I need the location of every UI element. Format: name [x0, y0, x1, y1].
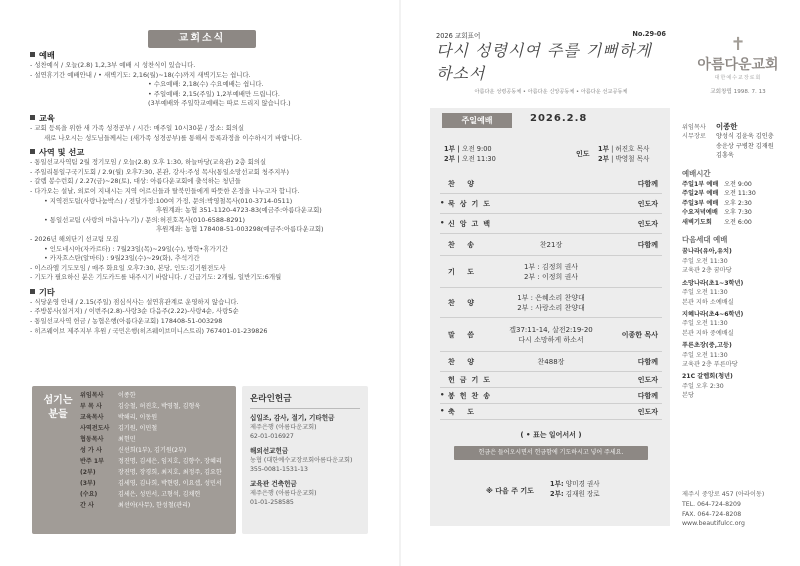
news-line: - 설연휴기간 예배안내 / • 새벽기도: 2,16(월)~18(수)까지 새벽기도는 쉽니다. [30, 70, 251, 79]
standing-dot-icon: • [440, 219, 445, 227]
order-row [440, 174, 662, 194]
staff-names: 신선희(1부), 김기원(2부) [118, 447, 187, 454]
account-title: 십일조, 감사, 절기, 기타헌금 [250, 414, 335, 422]
order-detail-line: 찬21장 [539, 241, 563, 249]
dept-place: 교육관 2층 꿈마당 [682, 267, 732, 275]
staff-names: 박해리, 이동원 [118, 414, 158, 421]
news-line: - 통일선교사역팀 2월 정기모임 / 오늘(2.8) 오후 1:30, 하늘마당(교육관) 2층 회의실 [30, 158, 267, 167]
order-title: 찬 양 [448, 299, 479, 307]
schedule-row [682, 208, 796, 217]
dept-item [682, 341, 796, 369]
standing-note: ( • 표는 일어서서 ) [520, 431, 582, 439]
staff-row [80, 445, 234, 456]
worship-order-box [430, 108, 670, 526]
dept-name: 지혜나라(초4~6학년) [682, 310, 744, 318]
worship-tab: 주일예배 [442, 113, 512, 128]
order-row [440, 318, 662, 352]
standing-dot-icon: • [440, 407, 445, 415]
staff-role: 교육목사 [80, 414, 104, 421]
standing-dot-icon: • [440, 199, 445, 207]
dept-item [682, 372, 796, 400]
news-line: - 2026년 해외단기 선교팀 모집 [30, 234, 119, 243]
church-logo [686, 34, 790, 95]
news-line: - 교회 등록을 위한 새 가족 성경공부 / 시간: 매주일 10시30분 / 장소: 회의실 [30, 123, 245, 132]
schedule-name: 주일1부 예배 [682, 181, 719, 189]
staff-names: 김기원, 이민철 [118, 425, 158, 432]
square-bullet-icon [30, 52, 35, 57]
next-week-prayer-list: 1부: 양미경 권사 2부: 김재원 장로 [550, 480, 600, 498]
news-line: - 히즈웨이브 제주지부 후원 / 국민은행(히즈웨이브미니스트리) 767401-01-239826 [30, 326, 268, 335]
dept-time: 주일 오전 11:30 [682, 289, 728, 297]
order-detail-line: 2부 : 사랑소리 찬양대 [517, 304, 585, 312]
dept-place: 본관 지하 중예배실 [682, 329, 734, 337]
account-number: 01-01-258585 [250, 499, 294, 506]
staff-names: 최헌민 [118, 436, 136, 443]
schedule-name: 주일3부 예배 [682, 199, 719, 207]
account [250, 414, 360, 441]
order-row [440, 194, 662, 214]
schedule-time: 오후 2:30 [724, 199, 752, 207]
order-title: 헌금기도 [448, 376, 496, 384]
order-leader: 인도자 [637, 376, 658, 384]
order-title: 말 씀 [448, 331, 479, 339]
account-number: 355-0081-1531-13 [250, 466, 308, 473]
dept-list [682, 247, 796, 400]
staff-role: 부 목 사 [80, 403, 102, 410]
dept-item [682, 247, 796, 275]
square-bullet-icon [30, 289, 35, 294]
order-detail [440, 240, 662, 250]
dept-name: 푸른초장(중,고등) [682, 342, 732, 350]
dept-place: 본당 [682, 392, 694, 400]
account [250, 447, 360, 474]
order-detail [440, 293, 662, 313]
depts-title: 다음세대 예배 [682, 235, 728, 245]
order-detail-line: 1부 : 은혜소리 찬양대 [517, 294, 585, 302]
order-title: 찬 양 [448, 358, 479, 366]
contact-info [682, 490, 796, 529]
staff-role: 성 가 사 [80, 447, 102, 454]
section-heading: 예배 [30, 50, 382, 61]
news-line: 새로 나오시는 성도님들께서는 (새가족 성경공부)를 통해서 등록과정을 이수하시기 바랍니다. [44, 133, 302, 142]
news-line: 후원계좌: 농협 351-1120-4723-83(예금주:아름다운교회) [156, 206, 322, 215]
order-row [440, 352, 662, 372]
order-leader: 다함께 [637, 241, 658, 249]
right-page [400, 0, 800, 566]
church-goals: 아름다운 성령공동체 • 아름다운 신앙공동체 • 아름다운 선교공동체 [474, 89, 628, 95]
staff-row [80, 390, 234, 401]
news-line: • 인도네시아(자카르타) : 7월23일(목)~29일(수), 방학•휴가기간 [44, 244, 228, 253]
dept-item [682, 279, 796, 307]
order-detail-line: 겔37:11-14, 살전2:19-20 [509, 326, 593, 334]
staff-role: (수요) [80, 491, 98, 498]
order-detail [440, 357, 662, 367]
order-title: 찬 양 [448, 180, 479, 188]
news-line: - 주일리통일구국기도회 / 2.9(월) 오후7:30, 본관, 강사:주성 목사(통일소망선교회 청주지부) [30, 167, 289, 176]
news-line: - 성찬예식 / 오늘(2.8) 1,2,3부 예배 시 성찬식이 있습니다. [30, 61, 196, 69]
news-list [30, 46, 382, 336]
staff-row [80, 401, 234, 412]
schedule-name: 수요저녁예배 [682, 209, 718, 217]
issue-number: No.29-06 [632, 30, 666, 38]
standing-dot-icon: • [440, 391, 445, 399]
news-line: - 이스라엘 기도모임 / 매주 화요일 오후7:30, 본당, 인도:김기원전도사 [30, 263, 226, 272]
staff-role: 사역전도사 [80, 425, 110, 432]
order-detail [440, 262, 662, 282]
order-title: 기 도 [448, 268, 479, 276]
square-bullet-icon [30, 149, 35, 154]
order-row [440, 256, 662, 288]
order-title: 축 도 [448, 408, 479, 416]
staff-names: 최선아(사무), 한성철(관리) [118, 502, 191, 509]
staff-role: (3부) [80, 480, 96, 487]
news-title: 교회소식 [148, 30, 256, 48]
schedule-title: 예배시간 [682, 168, 711, 178]
news-line: - 식당운영 안내 / 2.15(주일) 점심식사는 설연휴관계로 운영하지 않습니다. [30, 297, 239, 306]
account-title: 해외선교헌금 [250, 447, 289, 455]
staff-title: 섬기는 분들 [43, 395, 73, 420]
news-line: • 지역전도팀(사랑나눔박스) / 전달가정:100여 가정, 문의:박영철목사(010-3714-0511) [44, 196, 293, 205]
order-title: 신앙고백 [448, 220, 496, 228]
dept-name: 소망나라(초1~3학년) [682, 279, 744, 287]
order-leader: 다함께 [637, 180, 658, 188]
staff-list [80, 390, 234, 511]
order-detail-line: 1부 : 김정희 권사 [523, 263, 579, 271]
account-bank: 제주은행 (아름다운교회) [250, 424, 317, 431]
staff-role: 협동목사 [80, 436, 104, 443]
schedule-row [682, 189, 796, 198]
church-name: 아름다운교회 [697, 57, 779, 73]
staff-role: 위임목사 [80, 392, 104, 399]
fax: FAX. 064-724-8208 [682, 510, 742, 518]
news-line: • 주일예배: 2,15(주일) 1,2부예배만 드립니다. [148, 89, 280, 98]
dept-item [682, 310, 796, 338]
staff-names: 장진명, 장경희, 최지호, 최정주, 김요한 [118, 469, 222, 476]
dept-time: 주일 오후 2:30 [682, 382, 724, 390]
dept-place: 본관 지하 소예배실 [682, 298, 734, 306]
order-row [440, 388, 662, 404]
staff-row [80, 412, 234, 423]
website-link[interactable]: www.beautifulcc.org [682, 520, 745, 528]
news-line: 후원계좌: 농협 178408-51-003298(예금주:아름다운교회) [156, 225, 324, 234]
order-row [440, 288, 662, 318]
schedule-time: 오전 11:30 [724, 190, 756, 198]
leader-list: 1부 | 허진호 목사 2부 | 박영철 목사 [598, 145, 650, 163]
order-leader: 인도자 [637, 408, 658, 416]
news-line: - 다가오는 설날, 외로이 지내시는 지역 어르신들과 탈북민들에게 따뜻한 온정을 나누고자 합니다. [30, 186, 300, 195]
staff-row [80, 500, 234, 511]
staff-row [80, 489, 234, 500]
section-heading: 사역 및 선교 [30, 147, 382, 158]
staff-names: 김승철, 허진호, 박영철, 김형욱 [118, 403, 201, 410]
leader-label: 인도 [576, 150, 590, 158]
order-title: 찬 송 [448, 241, 479, 249]
church-slogan: 다시 성령시여 주를 기뻐하게 하소서 [436, 41, 652, 83]
order-leader: 인도자 [637, 200, 658, 208]
order-leader: 다함께 [637, 392, 658, 400]
order-detail-line: 찬488장 [537, 358, 565, 366]
service-times: 1부 | 오전 9:00 2부 | 오전 11:30 [444, 145, 496, 163]
order-leader: 다함께 [637, 358, 658, 366]
order-detail-line: 2부 : 이정희 권사 [523, 273, 579, 281]
schedule-list [682, 180, 796, 227]
offering-notice: 헌금은 들어오시면서 헌금함에 기도하시고 넣어 주세요. [454, 446, 648, 460]
news-line: • 카자흐스탄(알마티) : 9월23일(수)~29(화), 추석기간 [44, 254, 200, 263]
order-title: 묵상기도 [448, 200, 496, 208]
worship-date: 2026.2.8 [530, 113, 588, 124]
worship-order [440, 174, 662, 440]
address: 제주시 중앙로 457 (아라이동) [682, 491, 765, 498]
account-bank: 제주은행 (아름다운교회) [250, 490, 317, 497]
news-line: - 주방봉사(설거지) / 이번주(2.8)-사랑3순 다음주(2.22)-사랑4순, 사랑5순 [30, 307, 239, 316]
account-title: 교육관 건축헌금 [250, 480, 297, 488]
schedule-time: 오전 9:00 [724, 181, 752, 189]
staff-row [80, 478, 234, 489]
news-line: - 통일선교사역 헌금 / 농협은행(아름다운교회) 178408-51-003298 [30, 317, 223, 326]
dept-name: 21C 갈렙회(청년) [682, 373, 733, 381]
year-label: 2026 교회표어 [436, 32, 481, 40]
staff-names: 김세은, 성민서, 고형석, 김채헌 [118, 491, 201, 498]
dept-place: 교육관 2층 푸른마당 [682, 360, 738, 368]
account [250, 480, 360, 507]
order-row [440, 234, 662, 256]
phone: TEL. 064-724-8209 [682, 500, 741, 508]
next-week-prayer-label: ※ 다음 주 기도 [486, 487, 534, 495]
staff-box [32, 386, 236, 534]
order-leader: 인도자 [637, 220, 658, 228]
news-line: - 기도가 필요하신 분은 기도카드를 내주시기 바랍니다. / 긴급기도: 2개월, 일반기도:6개월 [30, 273, 282, 282]
square-bullet-icon [30, 115, 35, 120]
section-heading: 교육 [30, 113, 382, 124]
schedule-name: 새벽기도회 [682, 218, 712, 226]
news-line: • 수요예배: 2,18(수) 수요예배는 쉽니다. [148, 80, 264, 89]
schedule-row [682, 180, 796, 189]
account-bank: 농협 (대한예수교장로회아름다운교회) [250, 457, 353, 464]
staff-names: 김세영, 김나희, 박현령, 이요셉, 성민서 [118, 480, 222, 487]
order-row [440, 372, 662, 388]
news-line: (3부예배와 주일학교예배는 따로 드리지 않습니다.) [148, 99, 291, 108]
news-line: • 통일선교팀 (사랑의 마음나누기) / 문의:허진호목사(010-6588-8291) [44, 215, 246, 224]
order-row [440, 214, 662, 234]
dept-time: 주일 오전 11:30 [682, 257, 728, 265]
account-number: 62-01-016927 [250, 433, 294, 440]
schedule-row [682, 218, 796, 227]
schedule-row [682, 199, 796, 208]
church-info: 위임목사 이종한 시무장로 양성식 김윤욱 김인충 송운상 구병찬 김재원 김흥욱 예배시간 주일1부 예배 오전 9:00 주일2부 예배 오전 11:30 주일3부 예배 오후 2:30 수요저녁예배 오후 7:30 새벽기도회 오전 6:00 다음세대 예배 꿈나라(유아,유치) 주일 오전 11:30 교육관 2층 꿈마당 소망나라(초1~3학년) 주일 오전 11:30 본관 지하 소예배실 지혜나라(초4~6학년) 주일 오전 11:30 본관 지하 중예배실 푸른초장(중,고등) 주일 오전 11:30 교육관 2층 푸른마당 21C 갈렙회(청년) 주일 오후 2:30 본당 [682, 122, 796, 401]
church-founded: 교회창립 1998. 7. 13 [710, 89, 766, 95]
staff-names: 이종한 [118, 392, 136, 399]
order-detail-line: 다시 소망하게 하소서 [518, 336, 584, 344]
schedule-name: 주일2부 예배 [682, 190, 719, 198]
staff-row [80, 467, 234, 478]
staff-row [80, 423, 234, 434]
dept-time: 주일 오전 11:30 [682, 351, 728, 359]
account-list [250, 414, 360, 507]
dept-time: 주일 오전 11:30 [682, 320, 728, 328]
online-offering-title: 온라인헌금 [250, 392, 360, 409]
order-title: 봉헌찬송 [448, 392, 496, 400]
online-offering-box [242, 386, 368, 534]
staff-role: (2부) [80, 469, 96, 476]
staff-names: 정진명, 김세은, 임지호, 김향수, 장혜리 [118, 458, 222, 465]
dept-name: 꿈나라(유아,유치) [682, 248, 732, 256]
section-heading: 기타 [30, 287, 382, 298]
church-subtitle: 대한예수교장로회 [714, 75, 762, 81]
schedule-time: 오후 7:30 [724, 209, 752, 217]
staff-row [80, 456, 234, 467]
staff-role: 반주 1부 [80, 458, 105, 465]
order-leader: 이종한 목사 [621, 331, 658, 339]
schedule-time: 오전 6:00 [724, 218, 752, 226]
news-line: - 갈렙 봉수런회 / 2.27(금)~28(토), 대상: 아름다운교회에 출석하는 청년들 [30, 177, 241, 186]
cross-icon: ✝ [730, 34, 746, 55]
staff-role: 간 사 [80, 502, 94, 509]
order-row [440, 404, 662, 420]
staff-row [80, 434, 234, 445]
